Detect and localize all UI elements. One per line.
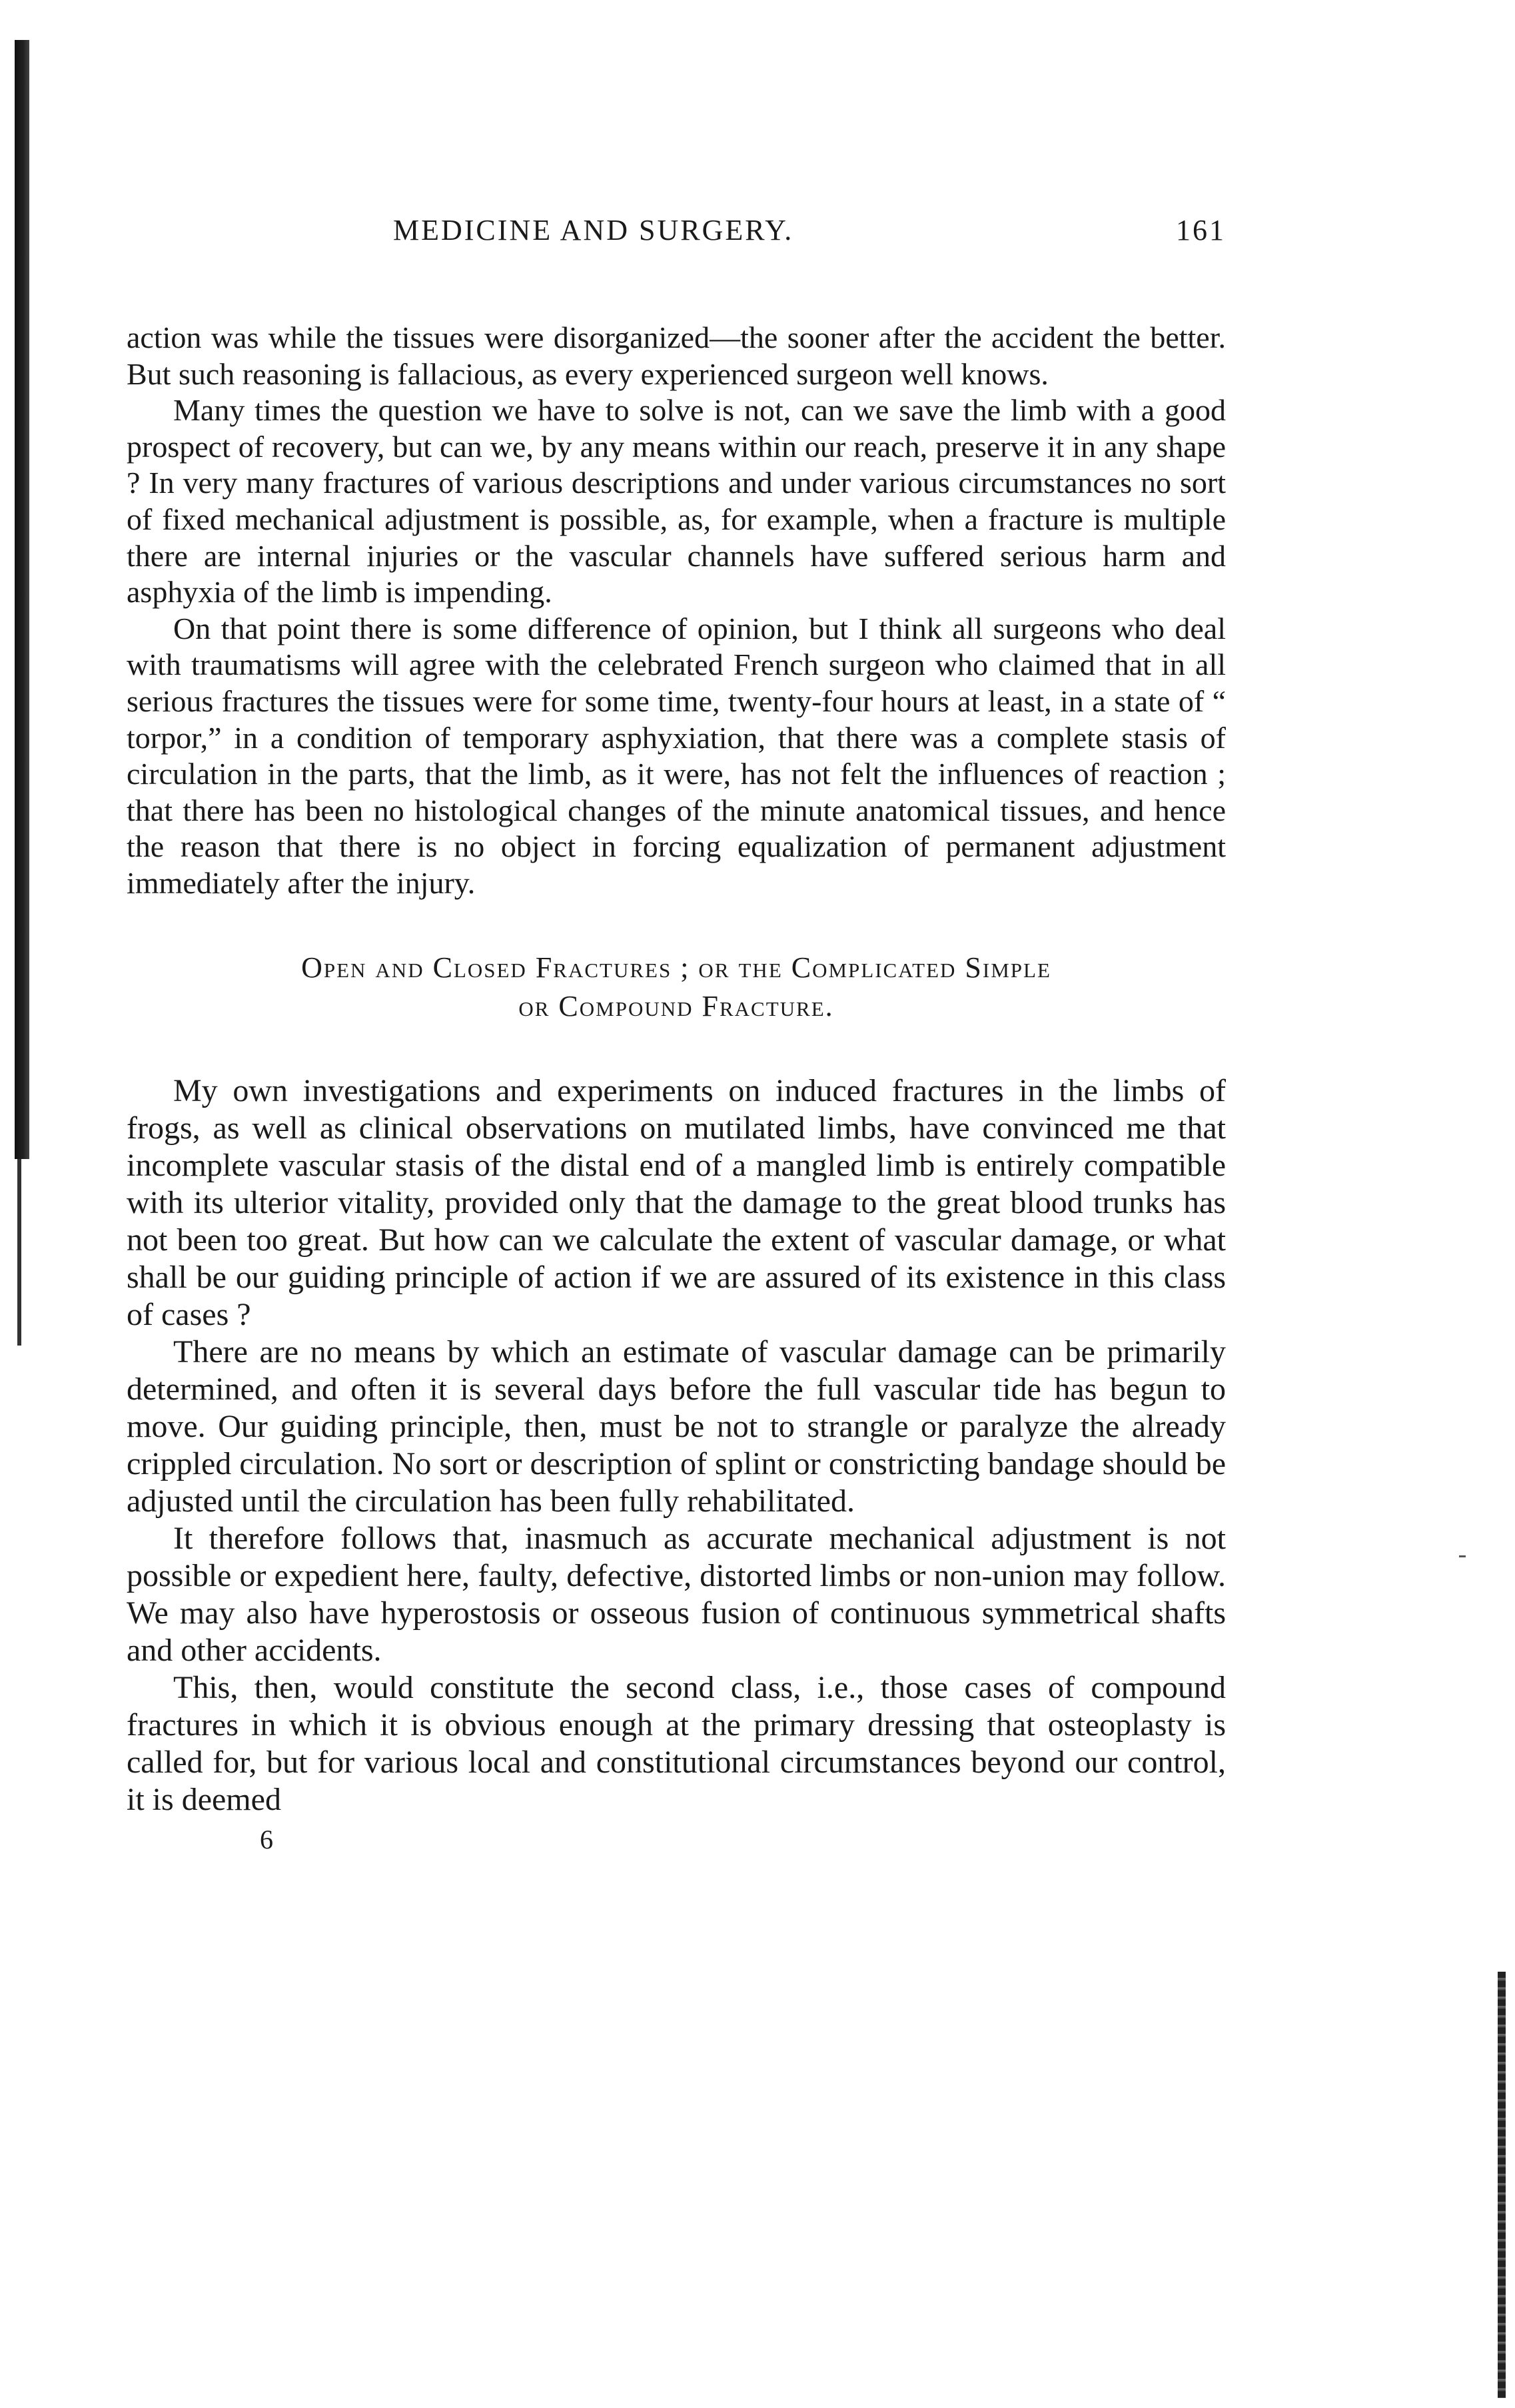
- running-head-title: MEDICINE AND SURGERY.: [393, 214, 794, 246]
- running-head: [127, 213, 1226, 260]
- book-page: [127, 213, 1226, 1855]
- scan-speck: [1459, 1555, 1466, 1557]
- book-binding-shadow: [15, 40, 29, 1159]
- signature-mark: 6: [260, 1824, 273, 1854]
- paragraph: My own investigations and experiments on induced fractures in the limbs of frogs, as well as clinical observations on mutilated limbs, have convinced me that incomplete vascular stasis of the distal end of a mangled limb is entirely compatible with its ulterior vitality, provided only that the damage to the great blood trunks has not been too great. But how can we calculate the extent of vascular damage, or what shall be our guiding principle of action if we are assured of its existence in this class of cases ?: [127, 1072, 1226, 1332]
- body-text-second: [127, 1072, 1226, 1818]
- paragraph: There are no means by which an estimate of vascular damage can be primarily determined, and often it is several days before the full vascular tide has begun to move. Our guiding principle, then, must be not to strangle or paralyze the already crippled circulation. No sort or description of splint or constricting bandage should be adjusted until the circulation has been fully rehabilitated.: [127, 1334, 1226, 1519]
- section-heading-line-2: or Compound Fracture.: [518, 989, 834, 1022]
- section-heading-line-1: Open and Closed Fractures ; or the Complicated Simple: [301, 951, 1051, 984]
- book-binding-shadow-lower: [17, 1159, 21, 1346]
- page-edge-shadow: [1498, 1972, 1506, 2398]
- paragraph: action was while the tissues were disorganized—the sooner after the accident the better. But such reasoning is fallacious, as every experienced surgeon well knows.: [127, 320, 1226, 391]
- paragraph: On that point there is some difference of opinion, but I think all surgeons who deal with traumatisms will agree with the celebrated French surgeon who claimed that in all serious fractures the tissues were for some time, twenty-four hours at least, in a state of “ torpor,” in a condition of temporary asphyxiation, that there was a complete stasis of circulation in the parts, that the limb, as it were, has not felt the influences of reaction ; that there has been no histological changes of the minute anatomical tissues, and hence the reason that there is no object in forcing equalization of permanent adjustment immediately after the injury.: [127, 611, 1226, 900]
- page-number: 161: [1176, 214, 1226, 246]
- section-heading: [127, 949, 1226, 1026]
- paragraph: This, then, would constitute the second class, i.e., those cases of compound fractures in which it is obvious enough at the primary dressing that osteoplasty is called for, but for various local and constitutional circumstances beyond our control, it is deemed: [127, 1669, 1226, 1817]
- paragraph: It therefore follows that, inasmuch as accurate mechanical adjustment is not possible or expedient here, faulty, defective, distorted limbs or non-union may follow. We may also have hyperostosis or osseous fusion of continuous symmetrical shafts and other accidents.: [127, 1520, 1226, 1668]
- body-text-first: [127, 320, 1226, 902]
- paragraph: Many times the question we have to solve is not, can we save the limb with a good prospect of recovery, but can we, by any means within our reach, preserve it in any shape ? In very many fractures of various descriptions and under various circumstances no sort of fixed mechanical adjustment is possible, as, for example, when a fracture is multiple there are internal injuries or the vascular channels have suffered serious harm and asphyxia of the limb is impending.: [127, 393, 1226, 609]
